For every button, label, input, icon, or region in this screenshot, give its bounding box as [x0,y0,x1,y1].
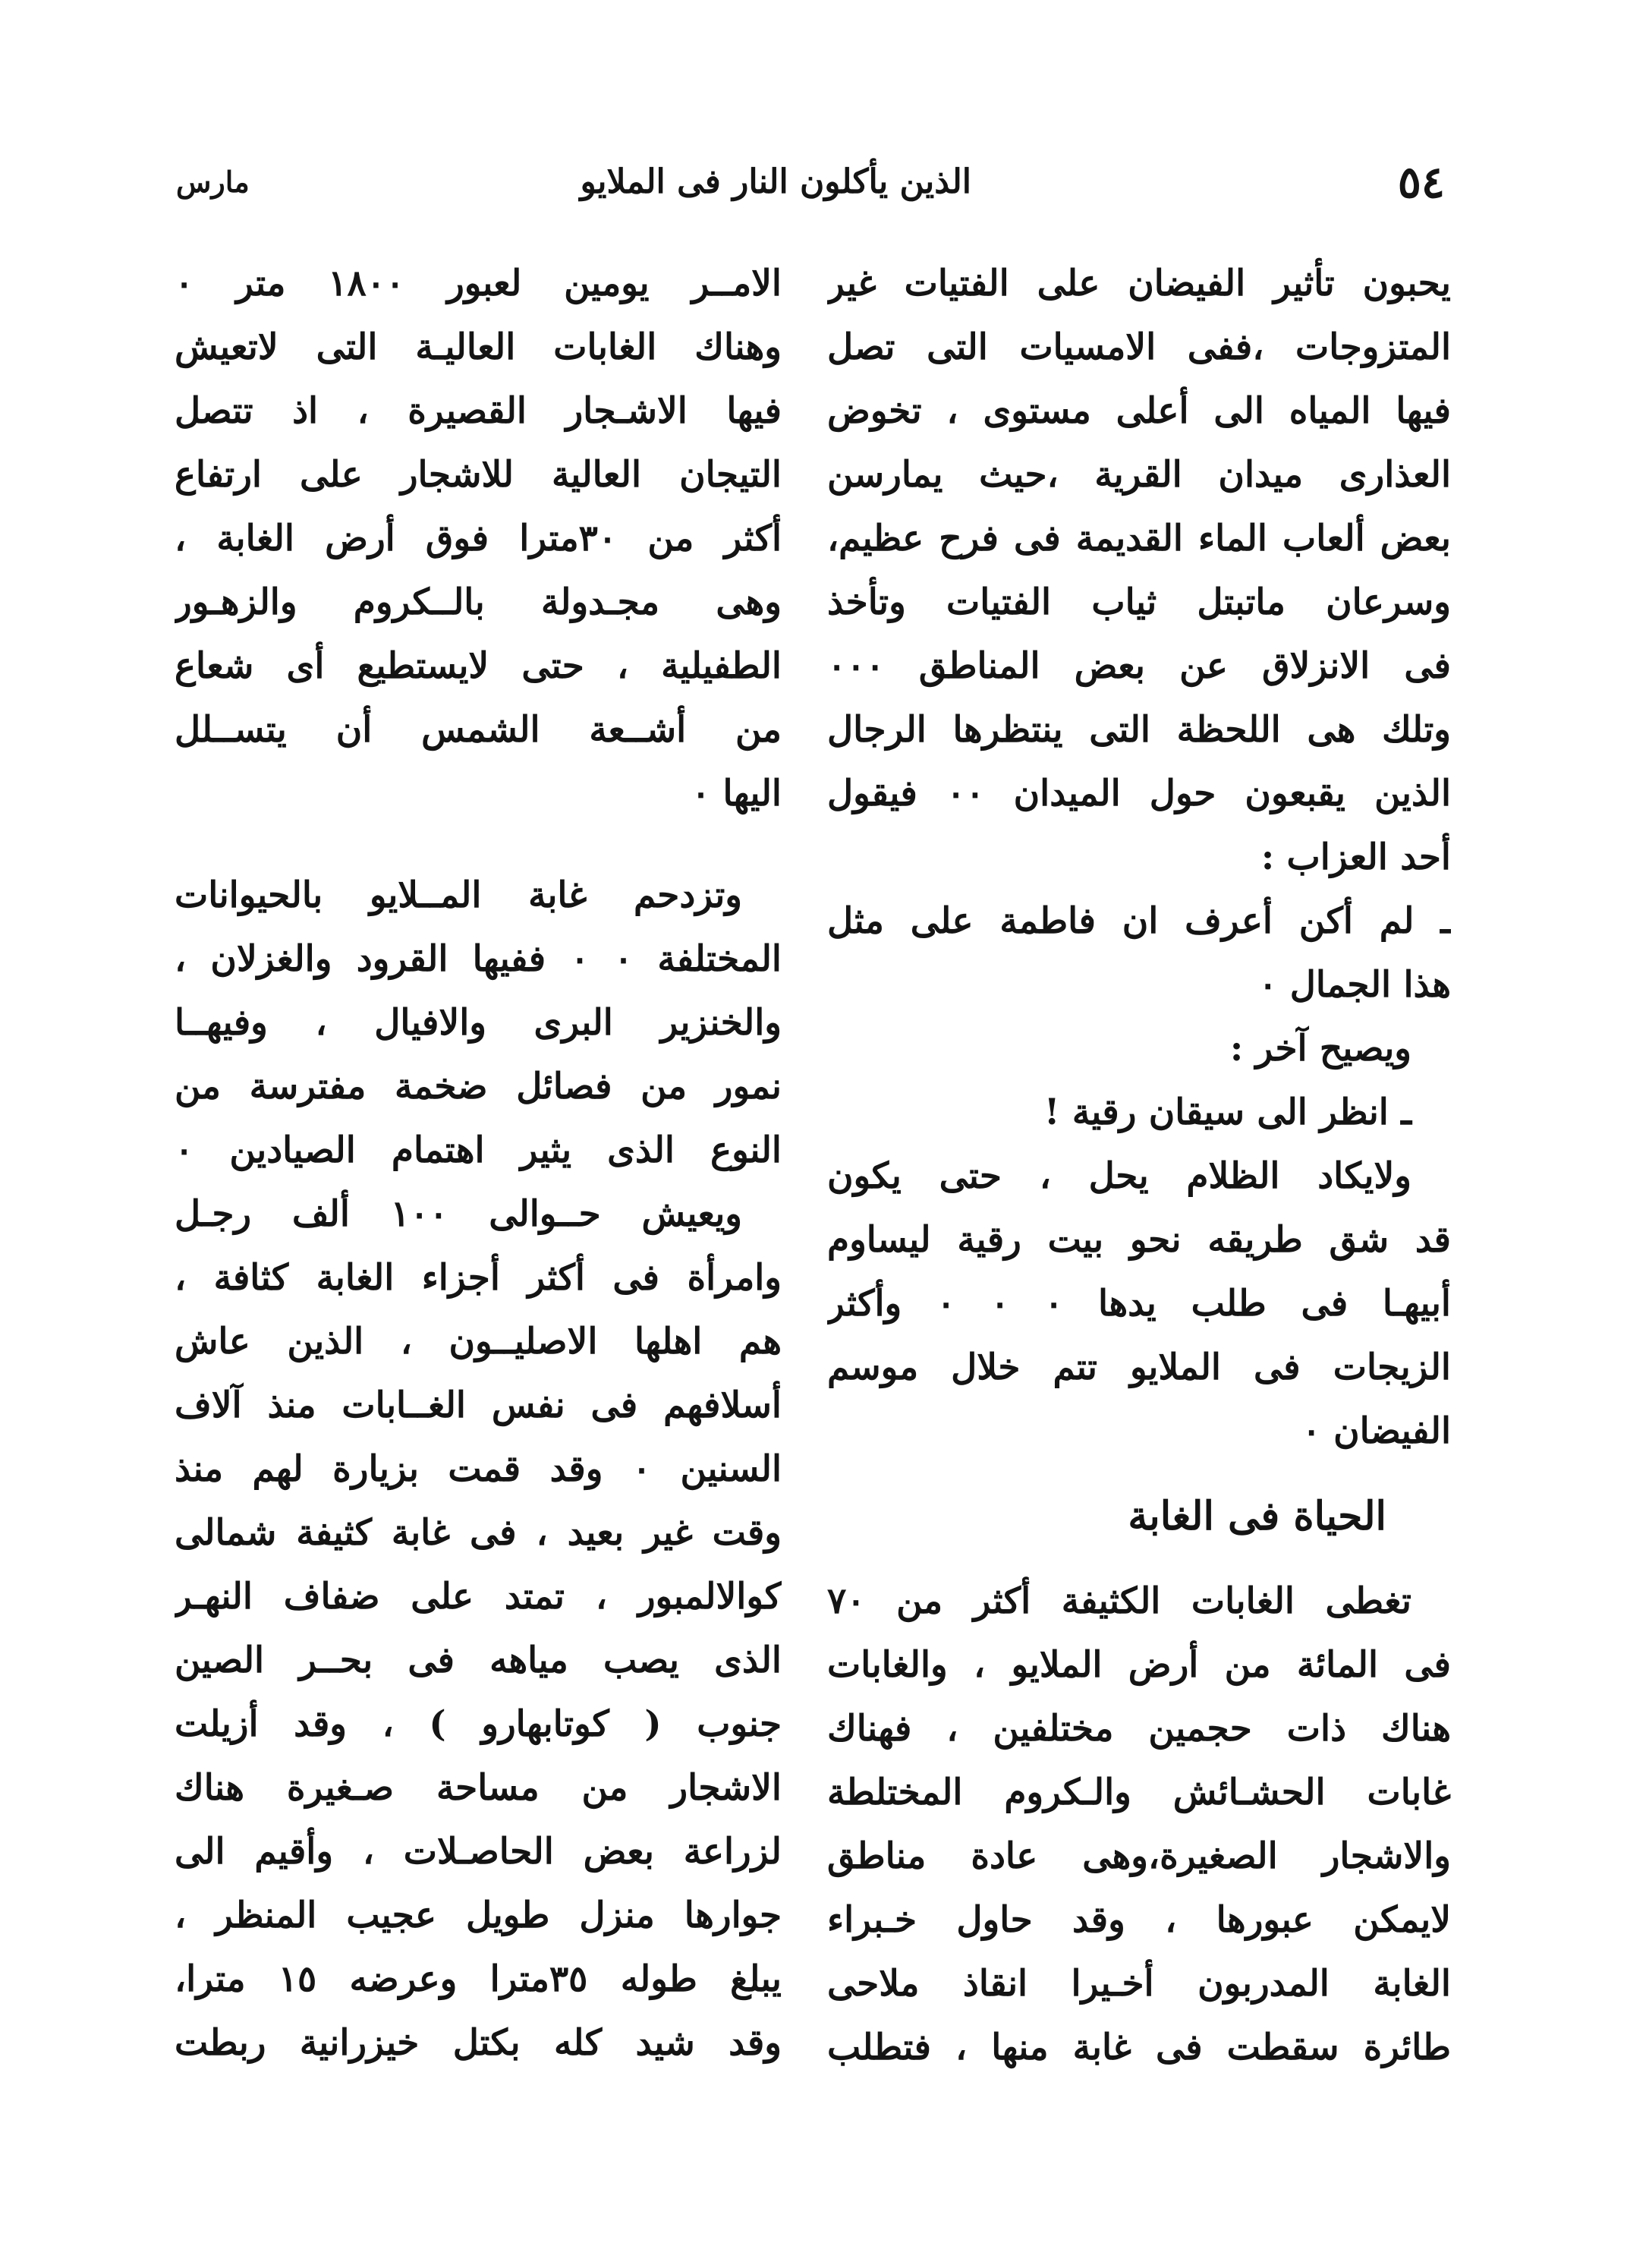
text-line: لزراعة بعض الحاصـلات ، وأقيم الى [175,1831,782,1873]
text-line: العذارى ميدان القرية ،حيث يمارسن [827,454,1451,496]
text-line: السنين ٠ وقد قمت بزيارة لهم منذ [175,1448,782,1490]
text-line: الطفيلية ، حتى لايستطيع أى شعاع [175,645,782,687]
text-line: والخنزير البرى والافيال ، وفيهــا [175,1002,782,1044]
paragraph [827,1570,1451,2080]
text-line: تغطى الغابات الكثيفة أكثر من ٧٠ [827,1580,1411,1622]
text-line: فى المائة من أرض الملايو ، والغابات [827,1644,1451,1686]
page-number: ٥٤ [1397,156,1445,208]
text-line: التيجان العالية للاشجار على ارتفاع [175,454,782,496]
text-line: النوع الذى يثير اهتمام الصيادين ٠ [175,1129,782,1171]
text-line: المختلفة ٠ ٠ ففيها القرود والغزلان ، [175,938,782,980]
text-line: اليها ٠ [691,773,782,814]
text-line: هذا الجمال ٠ [1258,964,1451,1006]
text-line: الزيجات فى الملايو تتم خلال موسم [827,1347,1451,1388]
text-line: المتزوجات ،ففى الامسيات التى تصل [827,326,1451,368]
text-line: ويصيح آخر : [1229,1028,1411,1069]
paragraph [175,864,782,1183]
dialogue-quote [827,890,1451,1017]
text-line: أسلافهم فى نفس الغــابات منذ آلاف [175,1384,782,1426]
text-line: قد شق طريقه نحو بيت رقية ليساوم [827,1219,1451,1261]
text-line: الغابة المدربون أخـيرا انقاذ ملاحى [827,1963,1451,2005]
text-line: جنوب ( كوتابهارو ) ، وقد أزيلت [175,1703,782,1745]
text-line: بعض ألعاب الماء القديمة فى فرح عظيم، [827,518,1451,559]
issue-month: مارس [176,165,250,199]
text-line: الفيضان ٠ [1301,1410,1451,1452]
left-column [175,252,782,2075]
text-line: وتزدحم غابة المــلايو بالحيوانات [175,874,742,916]
text-line: غابات الحشـائش والـكروم المختلطة [827,1772,1451,1813]
text-line: طائرة سقطت فى غابة منها ، فتطلب [827,2027,1451,2068]
text-line: هم اهلها الاصليــون ، الذين عاش [175,1321,782,1362]
text-line: أحد العزاب : [1260,836,1451,878]
text-line: لايمكن عبورها ، وقد حاول خـبراء [827,1899,1451,1941]
text-line: وهناك الغابات العاليـة التى لاتعيش [175,326,782,368]
text-line: وسرعان ماتبتل ثياب الفتيات وتأخذ [827,581,1451,623]
paragraph [175,252,782,826]
text-line: الذى يصب مياهه فى بحــر الصين [175,1640,782,1681]
text-line: وامرأة فى أكثر أجزاء الغابة كثافة ، [175,1257,782,1299]
text-line: من أشــعة الشمس أن يتســلل [175,709,782,751]
text-line: فيها المياه الى أعلى مستوى ، تخوض [827,390,1451,432]
text-line: نمور من فصائل ضخمة مفترسة من [175,1066,782,1107]
section-subheading: الحياة فى الغابة [1128,1493,1386,1539]
text-line: والاشجار الصغيرة،وهى عادة مناطق [827,1835,1451,1877]
text-line: فيها الاشـجار القصيرة ، اذ تتصل [175,390,782,432]
text-line: هناك ذات حجمين مختلفين ، فهناك [827,1708,1451,1750]
text-line: وتلك هى اللحظة التى ينتظرها الرجال [827,709,1451,751]
text-line: وقد شيد كله بكتل خيزرانية ربطت [175,2022,782,2064]
text-line: فى الانزلاق عن بعض المناطق ٠٠٠ [827,645,1451,687]
dialogue-quote: ـ انظر الى سيقان رقية ! [1043,1091,1411,1133]
text-line: جوارها منزل طويل عجيب المنظر ، [175,1895,782,1936]
paragraph [827,252,1451,890]
text-line: الاشجار من مساحة صـغيرة هناك [175,1767,782,1809]
text-line: ـ لم أكن أعرف ان فاطمة على مثل [827,900,1451,942]
text-line: ولايكاد الظلام يحل ، حتى يكون [827,1155,1411,1197]
text-line: ويعيش حــوالى ١٠٠ ألف رجـل [175,1193,742,1235]
text-line: يبلغ طوله ٣٥مترا وعرضه ١٥ مترا، [175,1958,782,2000]
running-title: الذين يأكلون النار فى الملايو [580,162,971,201]
text-line: أكثر من ٣٠مترا فوق أرض الغابة ، [175,518,782,559]
text-line: الامــر يومين لعبور ١٨٠٠ متر ٠ [175,263,782,304]
text-line: وهى مجـدولة بالــكروم والزهـور [175,581,782,623]
right-column [827,252,1451,2080]
text-line: الذين يقبعون حول الميدان ٠٠ فيقول [827,773,1451,814]
text-line: كوالالمبور ، تمتد على ضفاف النهـر [175,1576,782,1618]
text-line: وقت غير بعيد ، فى غابة كثيفة شمالى [175,1512,782,1554]
text-line: أبيهـا فى طلب يدها ٠ ٠ ٠ وأكثر [827,1283,1451,1325]
paragraph [827,1145,1451,1463]
paragraph [175,1183,782,2075]
text-line: يحبون تأثير الفيضان على الفتيات غير [827,263,1451,304]
